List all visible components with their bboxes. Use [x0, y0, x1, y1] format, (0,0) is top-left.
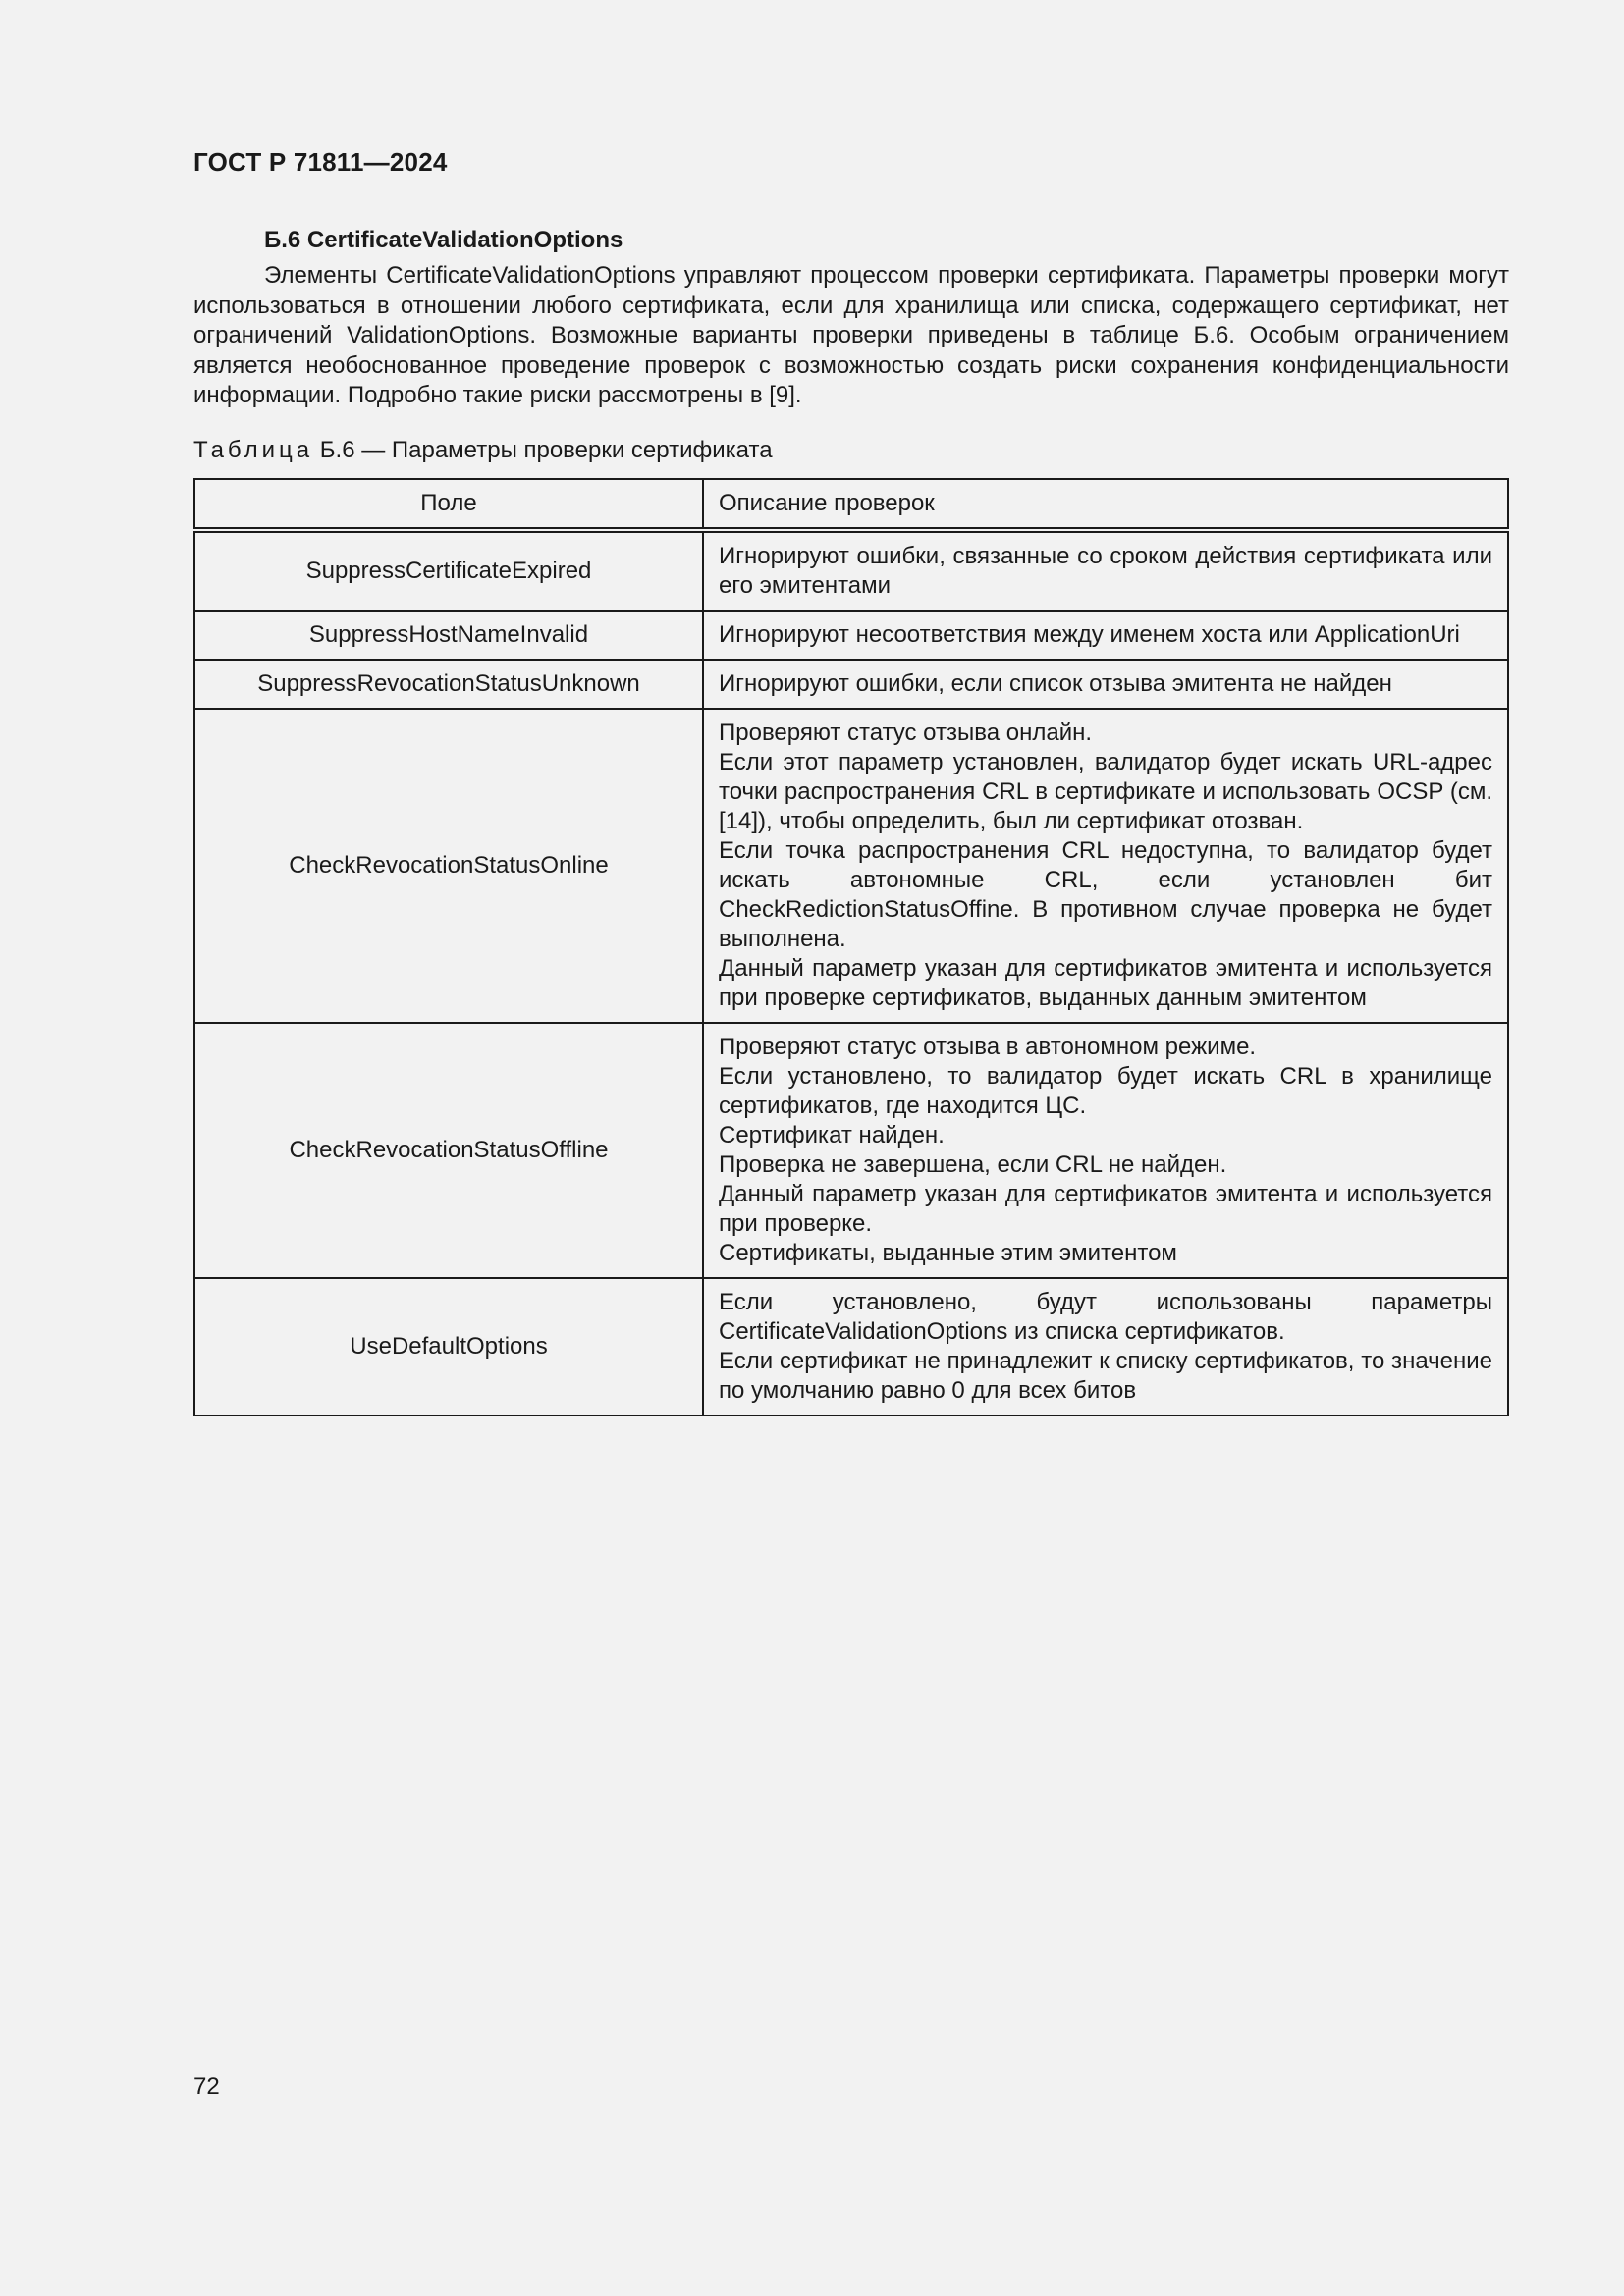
row-field-name: SuppressRevocationStatusUnknown	[194, 660, 703, 709]
table-caption	[193, 436, 773, 465]
table-row	[194, 1023, 1508, 1278]
section-b6	[193, 224, 1509, 411]
table-caption-text: Б.6 — Параметры проверки сертификата	[319, 437, 773, 463]
table-row	[194, 660, 1508, 709]
table-caption-label: Таблица	[193, 437, 314, 463]
row-field-name: CheckRevocationStatusOffline	[194, 1023, 703, 1278]
page-number: 72	[193, 2073, 220, 2100]
header-description: Описание проверок	[703, 479, 1508, 530]
row-description	[703, 1023, 1508, 1278]
row-description	[703, 709, 1508, 1023]
description-line: Если сертификат не принадлежит к списку сертификатов, то значение по умолчанию равно 0 для всех битов	[719, 1348, 1492, 1404]
description-line: Сертификат найден.	[719, 1122, 945, 1148]
description-line: Проверка не завершена, если CRL не найден.	[719, 1151, 1227, 1178]
description-line: Игнорируют ошибки, если список отзыва эмитента не найден	[719, 670, 1392, 697]
description-line: Проверяют статус отзыва онлайн.	[719, 720, 1093, 746]
description-line: Если точка распространения CRL недоступна, то валидатор будет искать автономные CRL, если установлен бит CheckRedictionStatusOffine. В противном случае проверка не будет выполнена.	[719, 837, 1492, 952]
description-line: Данный параметр указан для сертификатов эмитента и используется при проверке сертификатов, выданных данным эмитентом	[719, 955, 1492, 1011]
header-field: Поле	[194, 479, 703, 530]
row-description	[703, 611, 1508, 660]
description-line: Проверяют статус отзыва в автономном режиме.	[719, 1034, 1257, 1060]
table-row	[194, 1278, 1508, 1415]
table-row	[194, 611, 1508, 660]
description-line: Если установлено, будут использованы параметры CertificateValidationOptions из списка сертификатов.	[719, 1289, 1492, 1345]
description-line: Данный параметр указан для сертификатов эмитента и используется при проверке.	[719, 1181, 1492, 1237]
description-line: Игнорируют ошибки, связанные со сроком действия сертификата или его эмитентами	[719, 543, 1492, 599]
row-field-name: UseDefaultOptions	[194, 1278, 703, 1415]
description-line: Игнорируют несоответствия между именем хоста или ApplicationUri	[719, 621, 1460, 648]
section-paragraph: Элементы CertificateValidationOptions управляют процессом проверки сертификата. Параметры проверки могут использоваться в отношении любого сертификата, если для хранилища или списка, содержащего сертификат, нет ограничений ValidationOptions. Возможные варианты проверки приведены в таблице Б.6. Особым ограничением является необоснованное проведение проверок с возможностью создать риски сохранения конфиденциальности информации. Подробно такие риски рассмотрены в [9].	[193, 262, 1509, 408]
description-line: Если этот параметр установлен, валидатор будет искать URL-адрес точки распространения CRL в сертификате и использовать OCSP (см. [14]), чтобы определить, был ли сертификат отозван.	[719, 749, 1492, 834]
validation-options-table	[193, 478, 1509, 1416]
row-field-name: CheckRevocationStatusOnline	[194, 709, 703, 1023]
row-description	[703, 660, 1508, 709]
table-row	[194, 530, 1508, 611]
row-field-name: SuppressCertificateExpired	[194, 530, 703, 611]
table-row	[194, 709, 1508, 1023]
row-description	[703, 1278, 1508, 1415]
description-line: Если установлено, то валидатор будет искать CRL в хранилище сертификатов, где находится ЦС.	[719, 1063, 1492, 1119]
row-description	[703, 530, 1508, 611]
row-field-name: SuppressHostNameInvalid	[194, 611, 703, 660]
document-header: ГОСТ Р 71811—2024	[193, 147, 448, 177]
description-line: Сертификаты, выданные этим эмитентом	[719, 1240, 1177, 1266]
table-header-row	[194, 479, 1508, 530]
section-heading: Б.6 CertificateValidationOptions	[264, 227, 623, 253]
table-body	[194, 530, 1508, 1415]
